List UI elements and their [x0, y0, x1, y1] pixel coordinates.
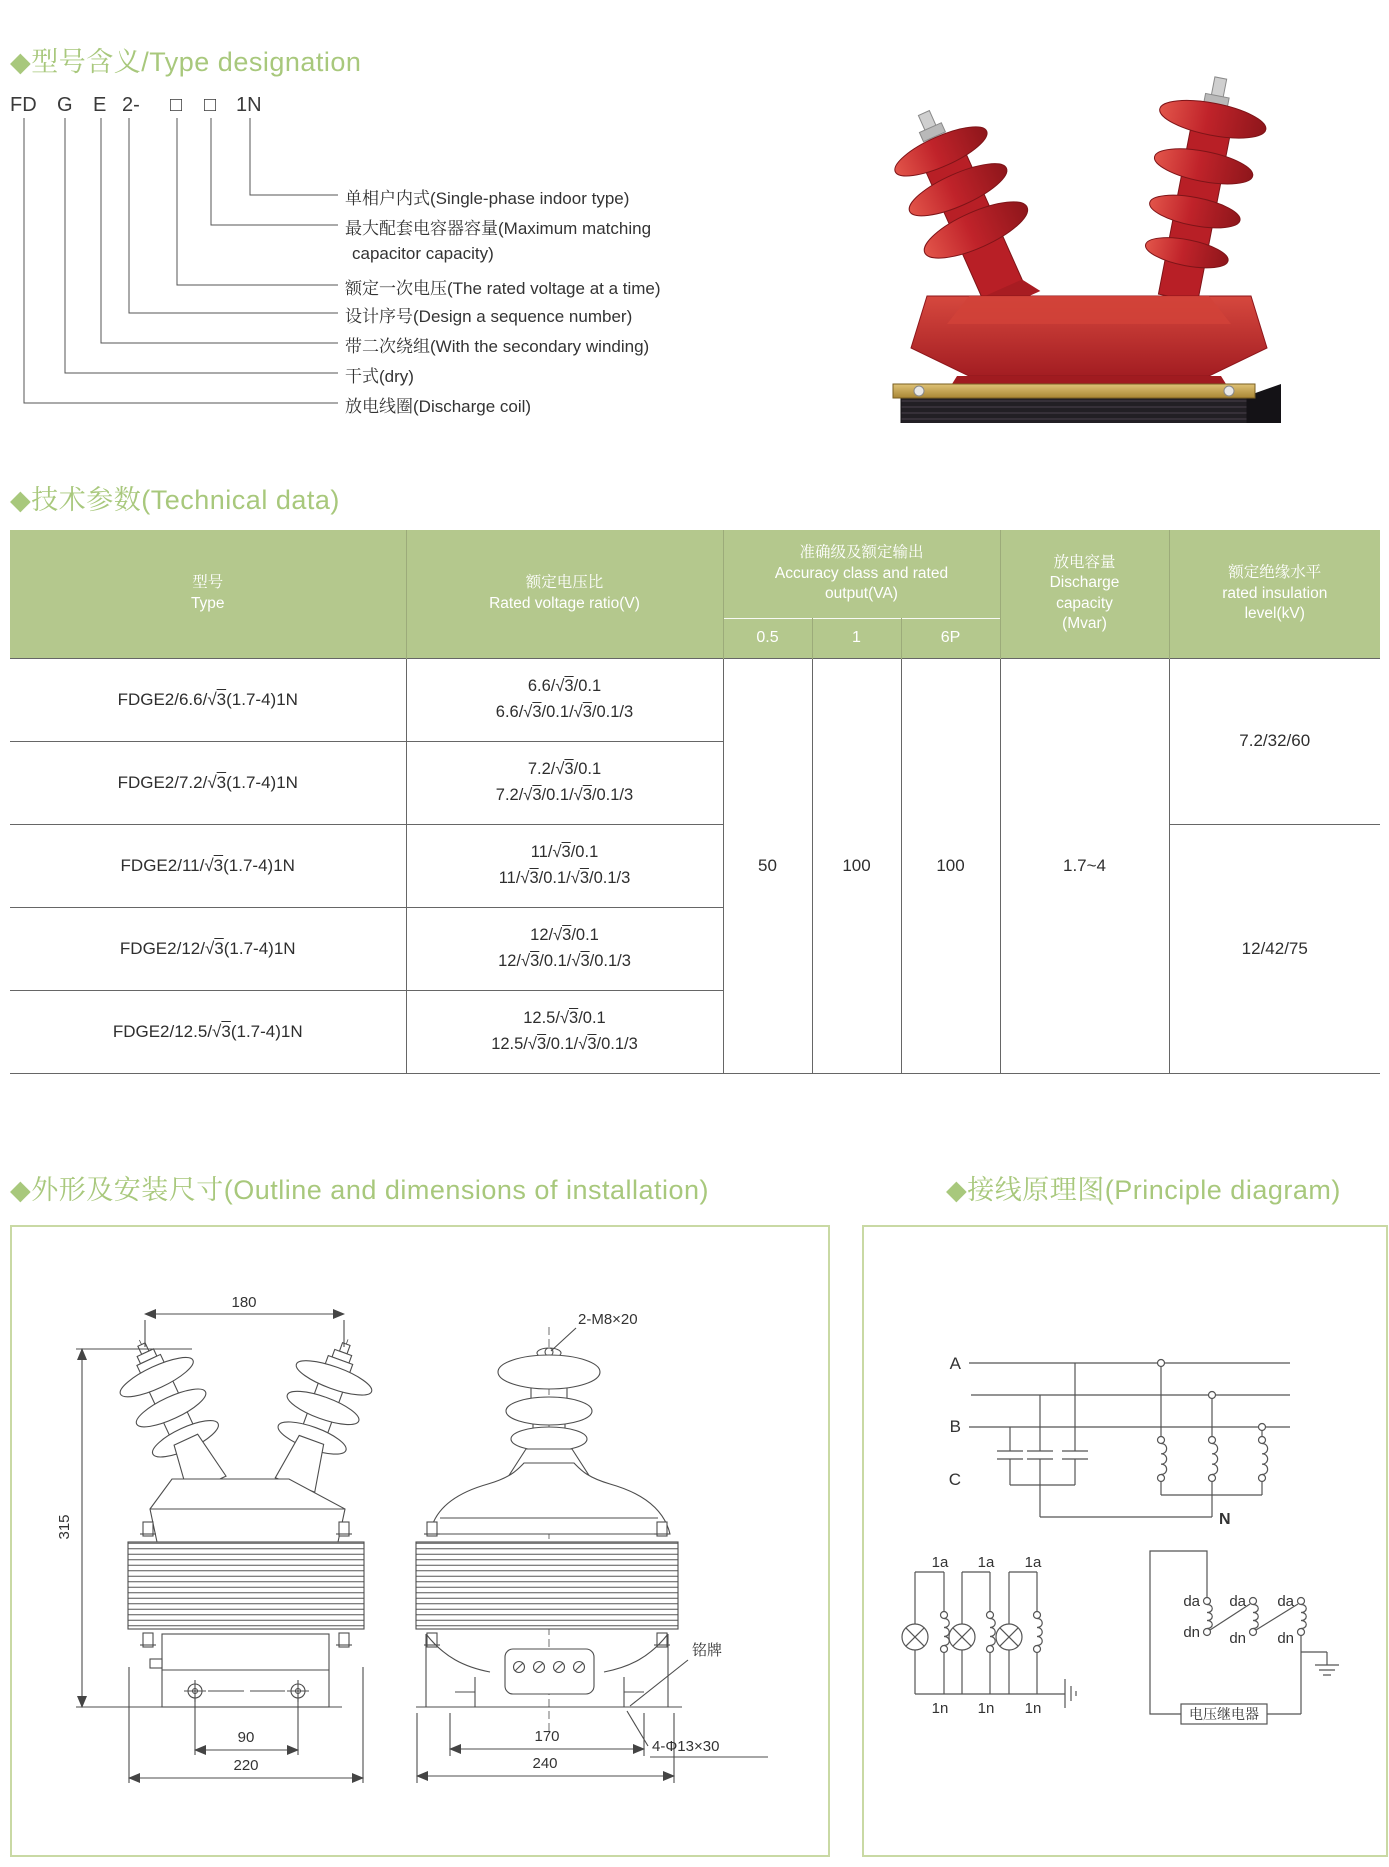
side-view: [416, 1311, 768, 1783]
sec2-bottom-label-2: dn: [1229, 1630, 1246, 1647]
dim-front-height: 315: [56, 1514, 73, 1540]
principle-diagram: [864, 1227, 1386, 1855]
sec1-top-label-1: 1a: [931, 1554, 949, 1571]
outline-drawing-box: [10, 1225, 830, 1857]
cell-type-5: FDGE2/12.5/√3(1.7-4)1N: [10, 990, 406, 1073]
dim-hole-pitch: 90: [237, 1729, 255, 1746]
code-part-fd: FD: [10, 94, 37, 116]
photo-housing: [911, 296, 1267, 392]
photo-left-bushing: [873, 90, 1061, 327]
cell-type-4: FDGE2/12/√3(1.7-4)1N: [10, 907, 406, 990]
phase-c-label: C: [948, 1470, 961, 1489]
cell-ratio-3: 11/√3/0.1 11/√3/0.1/√3/0.1/3: [406, 824, 723, 907]
code-part-g: G: [57, 94, 73, 116]
header-acc-05: 0.5: [723, 618, 812, 658]
capacitor-bank: [997, 1363, 1088, 1517]
sec2-bottom-label-3: dn: [1277, 1630, 1294, 1647]
cell-type-1: FDGE2/6.6/√3(1.7-4)1N: [10, 658, 406, 741]
sec1-bottom-label-3: 1n: [1024, 1700, 1042, 1717]
cell-ratio-1: 6.6/√3/0.1 6.6/√3/0.1/√3/0.1/3: [406, 658, 723, 741]
designation-label-max-capacity-line2: capacitor capacity): [352, 244, 494, 263]
code-part-e: E: [93, 94, 107, 116]
label-top-bolt: 2-M8×20: [578, 1311, 638, 1328]
phase-b-label: B: [949, 1417, 961, 1436]
voltage-relay-label: 电压继电器: [1189, 1706, 1259, 1722]
table-row: [10, 658, 1380, 741]
front-view: [56, 1294, 386, 1783]
cell-ratio-2: 7.2/√3/0.1 7.2/√3/0.1/√3/0.1/3: [406, 741, 723, 824]
header-insulation: 额定绝缘水平 rated insulation level(kV): [1169, 530, 1380, 658]
sec1-top-label-2: 1a: [977, 1554, 995, 1571]
neutral-label: N: [1219, 1511, 1231, 1528]
cell-ratio-5: 12.5/√3/0.1 12.5/√3/0.1/√3/0.1/3: [406, 990, 723, 1073]
dim-base-width: 220: [233, 1757, 259, 1774]
header-acc-6p: 6P: [901, 618, 1000, 658]
product-photo: [789, 38, 1389, 423]
cell-insulation-a: 7.2/32/60: [1169, 658, 1380, 824]
secondary-lamp-units: [902, 1572, 1076, 1708]
cell-type-3: FDGE2/11/√3(1.7-4)1N: [10, 824, 406, 907]
sec2-top-label-1: da: [1183, 1593, 1200, 1610]
designation-label-secondary-winding: 带二次绕组(With the secondary winding): [345, 337, 650, 356]
dim-terminal-pitch: 170: [534, 1728, 560, 1745]
section-title-type-designation: ◆型号含义/Type designation: [10, 47, 362, 77]
header-type: 型号 Type: [10, 530, 406, 658]
sec1-bottom-label-1: 1n: [931, 1700, 949, 1717]
photo-right-bushing: [1125, 68, 1274, 308]
primary-windings: [1158, 1360, 1268, 1518]
code-part-box1: □: [170, 94, 183, 116]
designation-label-discharge-coil: 放电线圈(Discharge coil): [345, 397, 532, 416]
cell-acc-05: 50: [723, 658, 812, 1073]
cell-ratio-4: 12/√3/0.1 12/√3/0.1/√3/0.1/3: [406, 907, 723, 990]
cell-type-2: FDGE2/7.2/√3(1.7-4)1N: [10, 741, 406, 824]
sec1-bottom-label-2: 1n: [977, 1700, 995, 1717]
label-mounting-slot: 4-Φ13×30: [652, 1738, 720, 1755]
designation-label-max-capacity: 最大配套电容器容量(Maximum matching: [345, 219, 652, 238]
cell-discharge: 1.7~4: [1000, 658, 1169, 1073]
cell-insulation-b: 12/42/75: [1169, 824, 1380, 1073]
sec1-top-label-3: 1a: [1024, 1554, 1042, 1571]
section-title-principle: ◆接线原理图(Principle diagram): [946, 1175, 1341, 1205]
header-ratio: 额定电压比 Rated voltage ratio(V): [406, 530, 723, 658]
header-accuracy: 准确级及额定输出 Accuracy class and rated output(VA): [723, 530, 1000, 618]
header-discharge: 放电容量 Discharge capacity (Mvar): [1000, 530, 1169, 658]
designation-label-design-number: 设计序号(Design a sequence number): [345, 307, 633, 326]
section-title-outline: ◆外形及安装尺寸(Outline and dimensions of installation): [10, 1175, 710, 1205]
outline-drawing: [12, 1227, 828, 1855]
designation-label-dry: 干式(dry): [345, 367, 414, 386]
table-row: [10, 824, 1380, 907]
sec2-top-label-2: da: [1229, 1593, 1246, 1610]
code-part-box2: □: [204, 94, 217, 116]
section-title-technical-data: ◆技术参数(Technical data): [10, 485, 340, 515]
cell-acc-6p: 100: [901, 658, 1000, 1073]
sec2-top-label-3: da: [1277, 1593, 1294, 1610]
header-acc-1: 1: [812, 618, 901, 658]
dim-side-base: 240: [532, 1755, 558, 1772]
sec2-bottom-label-1: dn: [1183, 1624, 1200, 1641]
label-nameplate: 铭牌: [692, 1642, 723, 1659]
dim-front-width: 180: [231, 1294, 257, 1311]
designation-label-rated-voltage: 额定一次电压(The rated voltage at a time): [345, 279, 661, 298]
technical-table: [10, 530, 1380, 1074]
code-part-1n: 1N: [236, 94, 262, 116]
cell-acc-1: 100: [812, 658, 901, 1073]
phase-a-label: A: [949, 1354, 961, 1373]
code-part-2: 2-: [122, 94, 140, 116]
designation-label-single-phase: 单相户内式(Single-phase indoor type): [345, 189, 630, 208]
principle-diagram-box: [862, 1225, 1388, 1857]
